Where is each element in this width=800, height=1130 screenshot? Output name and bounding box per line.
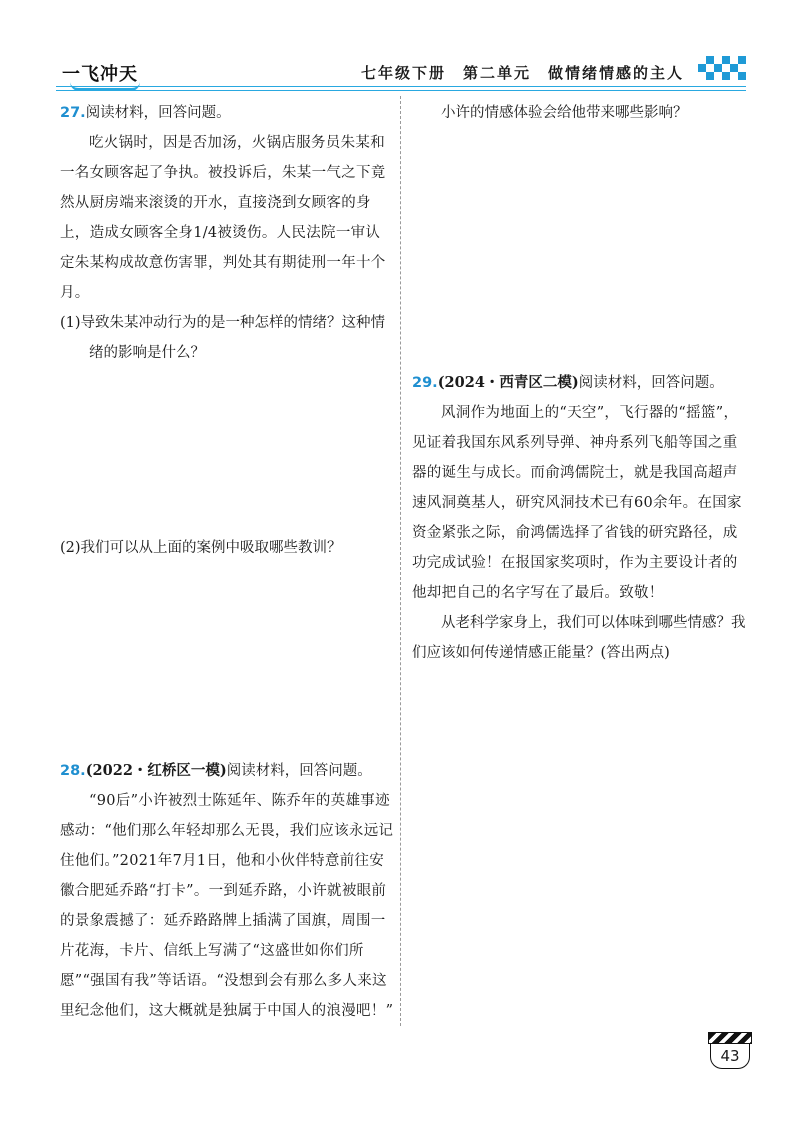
series-logo: [62, 60, 138, 86]
question-prompt: 阅读材料，回答问题。: [226, 763, 372, 779]
question-28: [60, 756, 394, 1026]
question-29: [412, 368, 746, 668]
page-number: 43: [710, 1044, 750, 1069]
question-source: (2024・西青区二模): [437, 374, 579, 391]
question-prompt: 阅读材料，回答问题。: [85, 105, 231, 121]
question-27: [60, 98, 394, 368]
question-27-sub2-block: [60, 533, 400, 563]
question-28-continued: [412, 98, 746, 128]
question-number: 29.: [412, 375, 438, 391]
page-number-badge: [706, 1032, 752, 1072]
question-29-heading: [412, 368, 746, 398]
running-title: 七年级下册 第二单元 做情绪情感的主人: [360, 64, 684, 82]
question-27-material: 吃火锅时，因是否加汤，火锅店服务员朱某和一名女顾客起了争执。被投诉后，朱某一气之下竟然从厨房端来滚烫的开水，直接浇到女顾客的身上，造成女顾客全身1/4被烫伤。人民法院一审认定朱某构成故意伤害罪，判处其有期徒刑一年十个月。: [60, 135, 386, 301]
column-divider: [400, 96, 401, 1026]
header-rule: [56, 86, 746, 87]
header-rule-thin: [56, 90, 746, 91]
question-27-heading: [60, 98, 394, 128]
question-28-question: 小许的情感体验会给他带来哪些影响？: [441, 105, 688, 121]
question-27-sub2: (2)我们可以从上面的案例中吸取哪些教训？: [60, 540, 342, 556]
question-28-material: “90后”小许被烈士陈延年、陈乔年的英雄事迹感动：“他们那么年轻却那么无畏，我们应该永远记住他们。”2021年7月1日，他和小伙伴特意前往安徽合肥延乔路“打卡”。一到延乔路，小许就被眼前的景象震撼了：延乔路路牌上插满了国旗，周围一片花海，卡片、信纸上写满了“这盛世如你们所愿”“强国有我”等话语。“没想到会有那么多人来这里纪念他们，这大概就是独属于中国人的浪漫吧！”: [60, 793, 394, 1019]
question-28-heading: [60, 756, 394, 786]
checker-pattern-decoration: [698, 56, 746, 86]
question-number: 28.: [60, 763, 86, 779]
question-prompt: 阅读材料，回答问题。: [578, 375, 724, 391]
question-29-material: 风洞作为地面上的“天空”，飞行器的“摇篮”，见证着我国东风系列导弹、神舟系列飞船等国之重器的诞生与成长。而俞鸿儒院士，就是我国高超声速风洞奠基人，研究风洞技术已有60余年。在国家资金紧张之际，俞鸿儒选择了省钱的研究路径，成功完成试验！在报国家奖项时，作为主要设计者的他却把自己的名字写在了最后。致敬！: [412, 405, 742, 601]
question-29-question: 从老科学家身上，我们可以体味到哪些情感？我们应该如何传递情感正能量？(答出两点): [412, 615, 746, 661]
page-header: [56, 52, 746, 92]
question-27-sub1: (1)导致朱某冲动行为的是一种怎样的情绪？这种情绪的影响是什么？: [60, 315, 386, 361]
question-number: 27.: [60, 105, 86, 121]
flag-stripes-icon: [708, 1032, 752, 1044]
logo-text: 一飞冲天: [62, 64, 138, 85]
question-source: (2022・红桥区一模): [85, 762, 227, 779]
